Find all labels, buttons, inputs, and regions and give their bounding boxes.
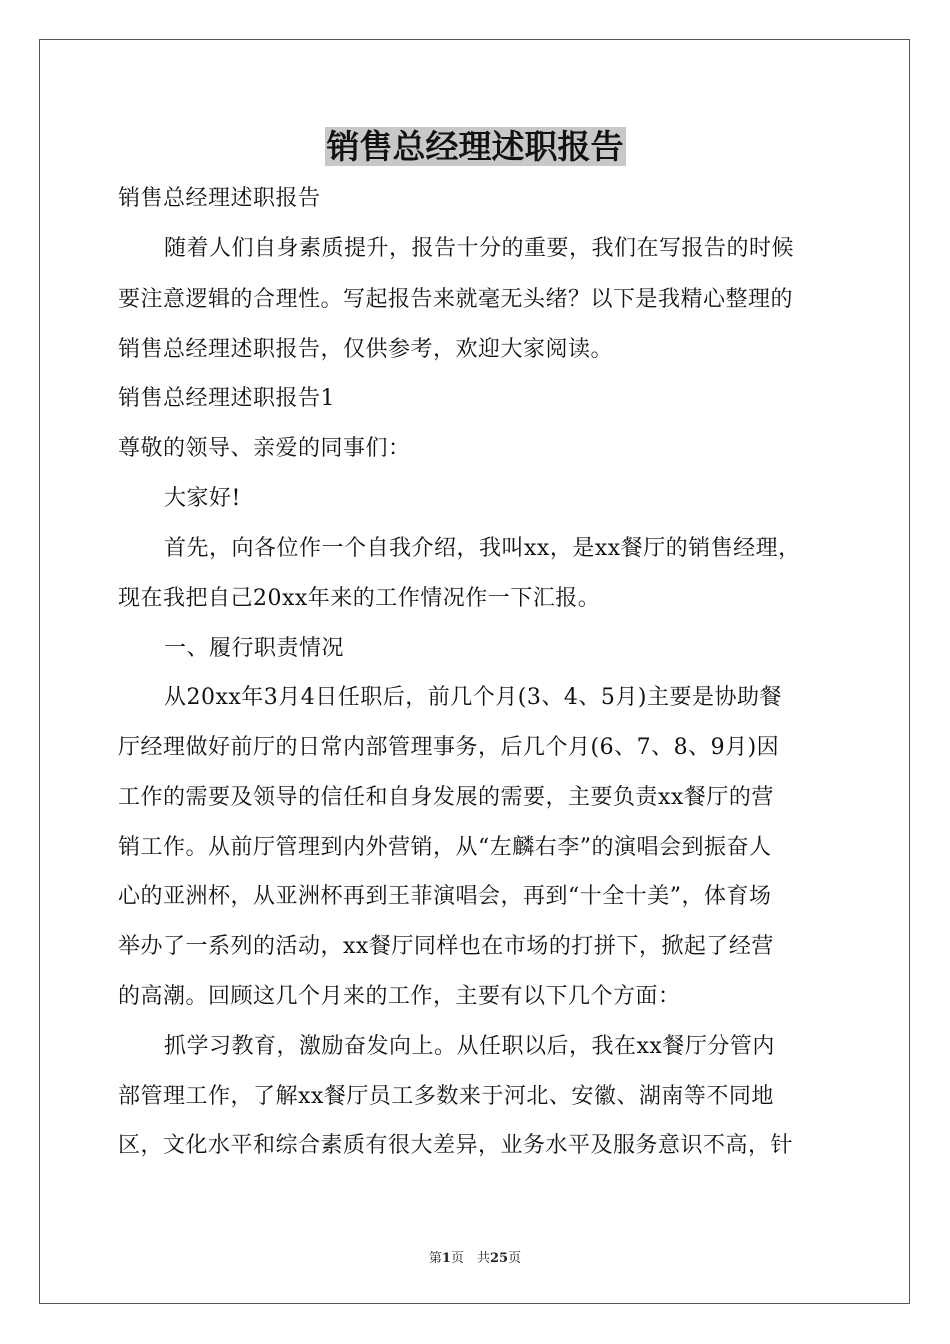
- page-footer: [0, 1247, 950, 1266]
- footer-page-mid: 页 共: [450, 1251, 490, 1266]
- footer-total-pages: 25: [489, 1251, 509, 1266]
- paragraph-line: 抓学习教育，激励奋发向上。从任职以后，我在xx餐厅分管内: [164, 1034, 775, 1059]
- paragraph-line: 随着人们自身素质提升，报告十分的重要，我们在写报告的时候: [164, 236, 795, 261]
- paragraph-line: 心的亚洲杯，从亚洲杯再到王菲演唱会，再到“十全十美”，体育场: [118, 884, 772, 909]
- document-title: [0, 124, 950, 170]
- subsection-heading: 一、履行职责情况: [164, 636, 345, 661]
- paragraph-line: 首先，向各位作一个自我介绍，我叫xx，是xx餐厅的销售经理，: [164, 536, 801, 561]
- paragraph-line: 销售总经理述职报告，仅供参考，欢迎大家阅读。: [118, 337, 614, 362]
- footer-page-prefix: 第: [428, 1251, 442, 1266]
- section-heading: 销售总经理述职报告1: [118, 386, 335, 411]
- paragraph-line: 举办了一系列的活动，xx餐厅同样也在市场的打拼下，掀起了经营: [118, 934, 774, 959]
- document-subtitle: 销售总经理述职报告: [118, 186, 321, 211]
- paragraph-line: 现在我把自己20xx年来的工作情况作一下汇报。: [118, 586, 601, 611]
- page-border: [39, 39, 910, 1304]
- document-title-text: 销售总经理述职报告: [326, 127, 624, 166]
- salutation: 尊敬的领导、亲爱的同事们：: [118, 436, 411, 461]
- paragraph-line: 部管理工作，了解xx餐厅员工多数来于河北、安徽、湖南等不同地: [118, 1084, 774, 1109]
- greeting: 大家好!: [164, 486, 241, 511]
- paragraph-line: 区，文化水平和综合素质有很大差异，业务水平及服务意识不高，针: [118, 1133, 794, 1158]
- paragraph-line: 工作的需要及领导的信任和自身发展的需要，主要负责xx餐厅的营: [118, 785, 774, 810]
- footer-page-suffix: 页: [508, 1251, 522, 1266]
- paragraph-line: 要注意逻辑的合理性。写起报告来就毫无头绪？以下是我精心整理的: [118, 287, 794, 312]
- paragraph-line: 销工作。从前厅管理到内外营销，从“左麟右李”的演唱会到振奋人: [118, 835, 772, 860]
- footer-current-page: 1: [441, 1251, 451, 1266]
- paragraph-line: 的高潮。回顾这几个月来的工作，主要有以下几个方面：: [118, 984, 681, 1009]
- paragraph-line: 厅经理做好前厅的日常内部管理事务，后几个月(6、7、8、9月)因: [118, 735, 780, 760]
- paragraph-line: 从20xx年3月4日任职后，前几个月(3、4、5月)主要是协助餐: [164, 685, 782, 710]
